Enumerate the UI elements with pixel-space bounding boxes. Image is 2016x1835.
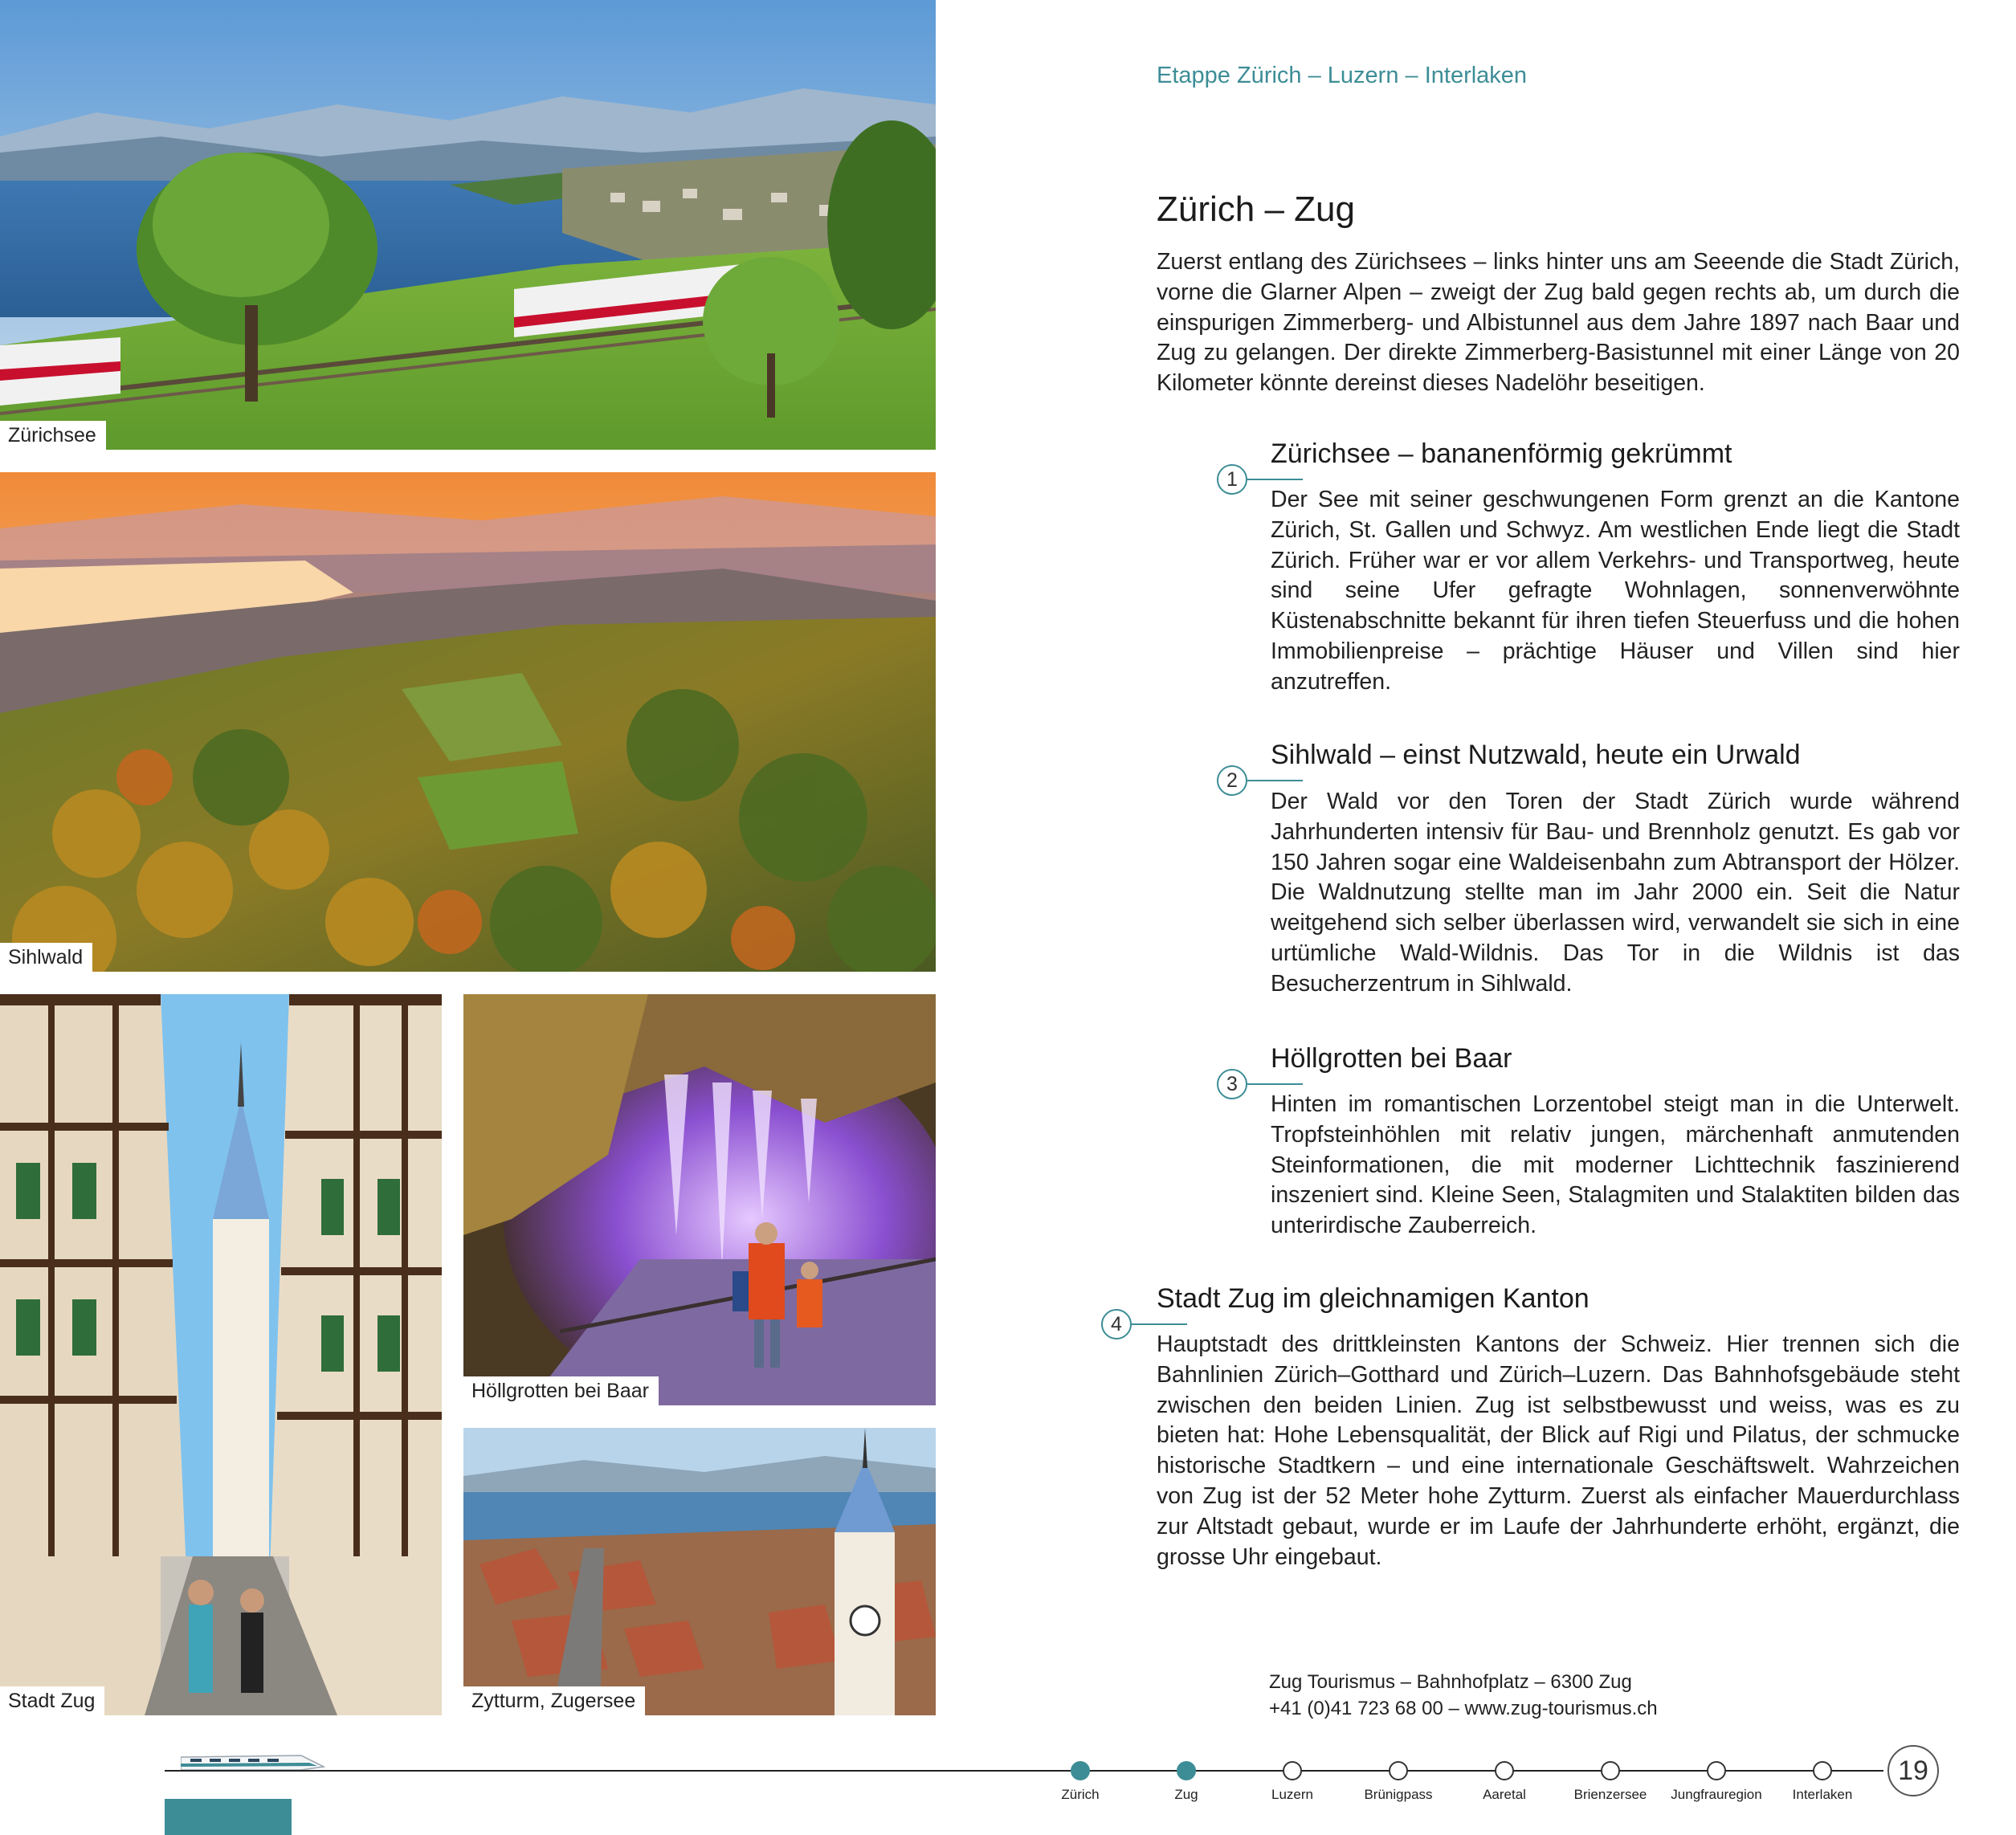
photo-sihlwald — [0, 472, 936, 972]
section-3-title: Höllgrotten bei Baar — [1271, 1043, 1512, 1074]
section-2-title: Sihlwald – einst Nutzwald, heute ein Urwald — [1271, 740, 1801, 770]
contact-block — [1269, 1669, 1658, 1722]
route-stop-dot — [1071, 1761, 1090, 1780]
sihlwald-image — [0, 472, 936, 972]
chapter-tab — [165, 1799, 292, 1835]
route-stop-label: Luzern — [1271, 1787, 1313, 1802]
caption-hoellgrotten: Höllgrotten bei Baar — [463, 1376, 659, 1405]
contact-phone-web: +41 (0)41 723 68 00 – www.zug-tourismus.ch — [1269, 1698, 1658, 1719]
route-stop-dot — [1495, 1761, 1514, 1780]
zytturm-image — [463, 1428, 936, 1715]
photo-hoellgrotten — [463, 994, 936, 1405]
marker-line-1 — [1247, 479, 1303, 480]
section-1-title: Zürichsee – bananenförmig gekrümmt — [1271, 438, 1732, 469]
route-stop-label: Zug — [1174, 1787, 1198, 1802]
stadt-zug-image — [0, 994, 442, 1715]
route-stop-label: Brünigpass — [1364, 1787, 1433, 1802]
zuerichsee-image — [0, 0, 936, 450]
hoellgrotten-image — [463, 994, 936, 1405]
route-stop-dot — [1707, 1761, 1726, 1780]
route-stop-dot — [1601, 1761, 1620, 1780]
route-line — [165, 1770, 1883, 1772]
route-stop-label: Brienzersee — [1573, 1787, 1647, 1802]
section-4-title: Stadt Zug im gleichnamigen Kanton — [1157, 1283, 1590, 1314]
contact-address: Zug Tourismus – Bahnhofplatz – 6300 Zug — [1269, 1671, 1632, 1693]
caption-stadt-zug: Stadt Zug — [0, 1686, 104, 1715]
caption-zuerichsee: Zürichsee — [0, 421, 106, 450]
route-stop-label: Zürich — [1061, 1787, 1100, 1802]
route-stop-label: Interlaken — [1792, 1787, 1853, 1802]
route-stop-dot — [1389, 1761, 1408, 1780]
caption-zytturm: Zytturm, Zugersee — [463, 1686, 645, 1715]
marker-4: 4 — [1101, 1309, 1132, 1340]
section-1-text: Der See mit seiner geschwungenen Form grenzt an die Kantone Zürich, St. Gallen und Schwyz. Am westlichen Ende liegt die Stadt Zürich. Früher war er vor allem Verkehrs- und Transportweg, heute sind seine Ufer gefragte Wohnlagen, sonnenverwöhnte Küstenabschnitte bekannt für ihren tiefen Steuerfuss und die hohen Immobilienpreise – prächtige Häuser und Villen sind hier anzutreffen. — [1271, 487, 1960, 695]
section-2-text: Der Wald vor den Toren der Stadt Zürich wurde während Jahrhunderten intensiv für Bau- und Brennholz genutzt. Es gab vor 150 Jahren sogar eine Waldeisenbahn zum Abtransport der Hölzer. Die Waldnutzung stellte man im Jahr 2000 ein. Seit die Natur weitgehend sich selber überlassen wird, verwandelt sie sich in eine urtümliche Wald-Wildnis. Das Tor in die Wildnis ist das Besucherzentrum in Sihlwald. — [1271, 789, 1960, 997]
section-4-text: Hauptstadt des drittkleinsten Kantons der Schweiz. Hier trennen sich die Bahnlinien Zürich–Gotthard und Zürich–Luzern. Das Bahnhofsgebäude steht zwischen den beiden Linien. Zug ist selbstbewusst und weiss, was es zu bieten hat: Hohe Lebensqualität, der Blick auf Rigi und Pilatus, der schmucke historische Stadtkern – und eine internationale Geschäftswelt. Wahrzeichen von Zug ist der 52 Meter hohe Zytturm. Zuerst als einfacher Mauerdurchlass zur Altstadt gebaut, wurde er im Laufe der Jahrhunderte erhöht, ergänzt, die grosse Uhr eingebaut. — [1157, 1331, 1960, 1570]
route-stop-dot — [1813, 1761, 1832, 1780]
intro-paragraph: Zuerst entlang des Zürichsees – links hinter uns am Seeende die Stadt Zürich, vorne die Glarner Alpen – zweigt der Zug bald gegen rechts ab, um durch die einspurigen Zimmerberg- und Albistunnel aus dem Jahre 1897 nach Baar und Zug zu gelangen. Der direkte Zimmerberg-Basistunnel mit einer Länge von 20 Kilometer könnte dereinst dieses Nadelöhr beseitigen. — [1157, 249, 1960, 397]
marker-line-4 — [1131, 1323, 1187, 1325]
photo-zytturm — [463, 1428, 936, 1715]
page-title: Zürich – Zug — [1157, 190, 1355, 229]
marker-3: 3 — [1217, 1069, 1247, 1099]
marker-line-2 — [1247, 780, 1303, 781]
photo-zuerichsee — [0, 0, 936, 450]
route-stop-dot — [1283, 1761, 1302, 1780]
section-kicker: Etappe Zürich – Luzern – Interlaken — [1157, 63, 1528, 88]
route-stop-label: Aaretal — [1483, 1787, 1526, 1802]
section-3-text: Hinten im romantischen Lorzentobel steigt man in die Unterwelt. Tropfsteinhöhlen mit relativ jungen, märchenhaft anmutenden Steinformationen, die mit moderner Lichttechnik faszinierend inszeniert sind. Kleine Seen, Stalagmiten und Stalaktiten bilden das unterirdische Zauberreich. — [1271, 1091, 1960, 1239]
marker-line-3 — [1247, 1083, 1303, 1085]
marker-1: 1 — [1217, 464, 1247, 495]
caption-sihlwald: Sihlwald — [0, 943, 92, 972]
route-stop-dot — [1177, 1761, 1196, 1780]
route-stop-label: Jungfrauregion — [1671, 1787, 1762, 1802]
photo-stadt-zug — [0, 994, 442, 1715]
marker-2: 2 — [1217, 765, 1247, 796]
page-number: 19 — [1887, 1745, 1939, 1796]
